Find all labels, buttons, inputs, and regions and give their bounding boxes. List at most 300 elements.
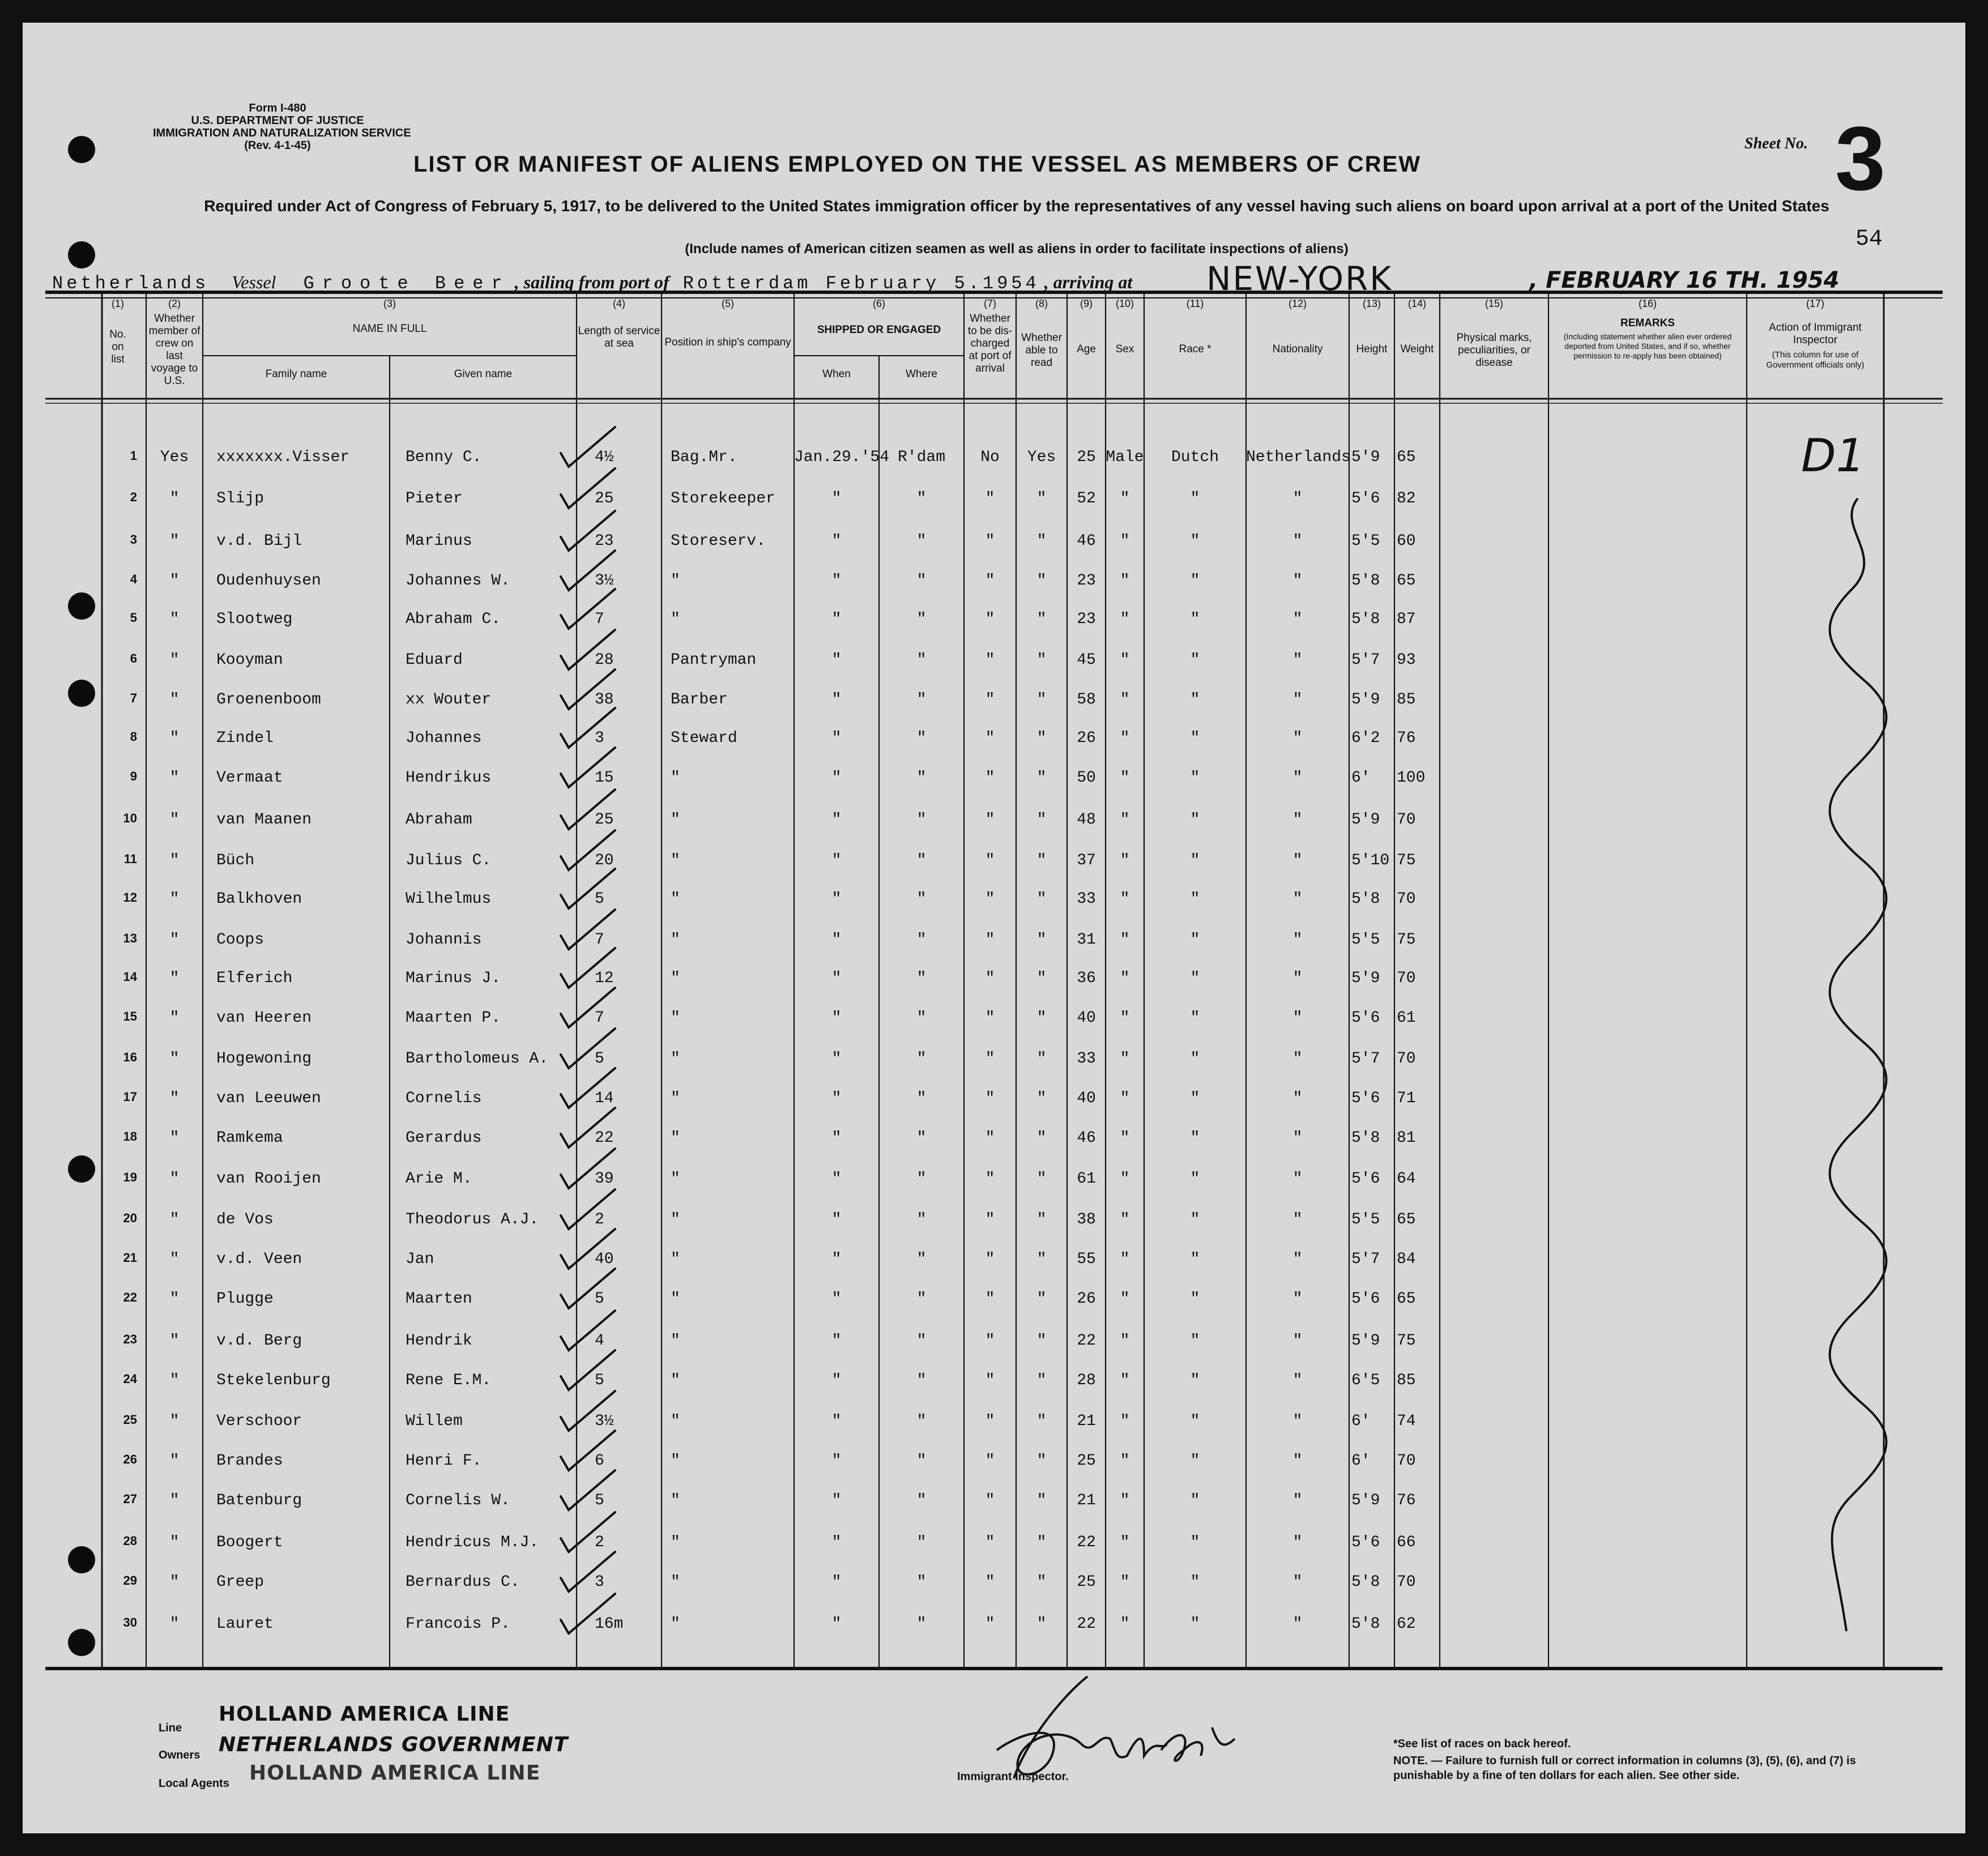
header-length-service: Length of service at sea bbox=[578, 325, 660, 349]
cell-when: " bbox=[831, 611, 842, 628]
cell-where: " bbox=[916, 1009, 927, 1027]
cell-discharged: No bbox=[980, 449, 1000, 466]
cell-length: 16m bbox=[595, 1615, 624, 1633]
cell-nationality: " bbox=[1292, 1050, 1303, 1068]
cell-no: 13 bbox=[123, 931, 137, 945]
cell-nationality: " bbox=[1292, 970, 1303, 987]
cell-position: " bbox=[671, 1170, 680, 1188]
cell-given: Jan bbox=[406, 1251, 434, 1268]
cell-given: Hendrik bbox=[406, 1332, 472, 1350]
cell-nationality: " bbox=[1292, 611, 1303, 628]
cell-given: Hendrikus bbox=[406, 769, 492, 787]
cell-where: " bbox=[916, 1615, 927, 1633]
cell-read: " bbox=[1036, 1332, 1047, 1350]
cell-when: " bbox=[831, 572, 842, 590]
colnum-5: (5) bbox=[722, 298, 734, 309]
cell-weight: 81 bbox=[1397, 1129, 1416, 1147]
cell-race: " bbox=[1190, 931, 1200, 949]
cell-sex: " bbox=[1120, 1050, 1130, 1068]
cell-length: 7 bbox=[595, 1009, 604, 1027]
cell-height: 5'8 bbox=[1351, 1615, 1380, 1633]
cell-given: Abraham bbox=[406, 811, 472, 829]
cell-where: " bbox=[916, 651, 927, 669]
cell-family: Verschoor bbox=[216, 1413, 302, 1430]
cell-length: 38 bbox=[595, 691, 614, 709]
cell-member: " bbox=[169, 1573, 180, 1591]
cell-no: 7 bbox=[130, 691, 137, 705]
cell-family: Kooyman bbox=[216, 651, 283, 669]
cell-where: " bbox=[916, 1332, 927, 1350]
cell-length: 20 bbox=[595, 852, 614, 869]
cell-member: " bbox=[169, 1372, 180, 1389]
cell-nationality: " bbox=[1292, 811, 1303, 829]
cell-family: van Maanen bbox=[216, 811, 312, 829]
cell-no: 11 bbox=[123, 852, 137, 866]
cell-no: 26 bbox=[123, 1452, 137, 1466]
cell-weight: 75 bbox=[1397, 852, 1416, 869]
cell-given: Marinus J. bbox=[406, 970, 501, 987]
cell-discharged: " bbox=[985, 970, 995, 987]
header-weight: Weight bbox=[1400, 343, 1434, 355]
cell-given: Hendricus M.J. bbox=[406, 1534, 539, 1551]
cell-height: 5'5 bbox=[1351, 1211, 1380, 1228]
cell-weight: 82 bbox=[1397, 490, 1416, 507]
cell-given: Cornelis bbox=[406, 1090, 482, 1107]
cell-when: " bbox=[831, 1009, 842, 1027]
cell-given: Rene E.M. bbox=[406, 1372, 492, 1389]
cell-length: 5 bbox=[595, 1372, 604, 1389]
cell-member: " bbox=[169, 1413, 180, 1430]
cell-family: v.d. Veen bbox=[216, 1251, 302, 1268]
cell-height: 5'7 bbox=[1351, 1251, 1380, 1268]
cell-given: Johannes bbox=[406, 729, 482, 747]
cell-member: " bbox=[169, 1090, 180, 1107]
cell-when: " bbox=[831, 1534, 842, 1551]
cell-read: " bbox=[1036, 1534, 1047, 1551]
colnum-10: (10) bbox=[1115, 298, 1134, 309]
cell-age: 40 bbox=[1077, 1090, 1096, 1107]
cell-where: " bbox=[916, 1452, 927, 1470]
cell-where: " bbox=[916, 890, 927, 908]
cell-member: " bbox=[169, 1170, 180, 1188]
header-position: Position in ship's company bbox=[664, 336, 791, 348]
cell-race: Dutch bbox=[1171, 449, 1219, 466]
cell-discharged: " bbox=[985, 490, 995, 507]
cell-position: Storeserv. bbox=[671, 532, 766, 550]
cell-where: " bbox=[916, 1050, 927, 1068]
cell-given: Johannis bbox=[406, 931, 482, 949]
cell-race: " bbox=[1190, 1129, 1200, 1147]
cell-read: " bbox=[1036, 1290, 1047, 1308]
inspector-wavy-line bbox=[1801, 476, 1914, 1654]
cell-discharged: " bbox=[985, 1372, 995, 1389]
cell-weight: 65 bbox=[1397, 1290, 1416, 1308]
cell-sex: " bbox=[1120, 651, 1130, 669]
cell-age: 33 bbox=[1077, 890, 1096, 908]
cell-member: " bbox=[169, 1332, 180, 1350]
colnum-9: (9) bbox=[1080, 298, 1093, 309]
cell-race: " bbox=[1190, 1413, 1200, 1430]
cell-nationality: " bbox=[1292, 651, 1303, 669]
cell-position: " bbox=[671, 1372, 680, 1389]
cell-race: " bbox=[1190, 1452, 1200, 1470]
cell-length: 4 bbox=[595, 1332, 604, 1350]
colnum-2: (2) bbox=[168, 298, 181, 309]
header-action-sub: (This column for use of Government officials only) bbox=[1766, 350, 1865, 370]
cell-read: " bbox=[1036, 1090, 1047, 1107]
cell-given: Arie M. bbox=[406, 1170, 472, 1188]
cell-discharged: " bbox=[985, 769, 995, 787]
cell-family: Slootweg bbox=[216, 611, 293, 628]
cell-when: " bbox=[831, 691, 842, 709]
cell-no: 27 bbox=[123, 1492, 137, 1506]
cell-length: 2 bbox=[595, 1534, 604, 1551]
cell-sex: " bbox=[1120, 769, 1130, 787]
cell-member: " bbox=[169, 1129, 180, 1147]
cell-position: " bbox=[671, 611, 680, 628]
cell-nationality: " bbox=[1292, 1452, 1303, 1470]
races-note: *See list of races on back hereof. bbox=[1393, 1738, 1571, 1750]
cell-discharged: " bbox=[985, 691, 995, 709]
manifest-sheet bbox=[23, 23, 1965, 1833]
cell-nationality: " bbox=[1292, 1372, 1303, 1389]
cell-read: " bbox=[1036, 811, 1047, 829]
cell-age: 22 bbox=[1077, 1615, 1096, 1633]
cell-position: " bbox=[671, 1452, 680, 1470]
header-discharged: Whether to be dis-charged at port of arrival bbox=[967, 313, 1013, 374]
cell-height: 5'9 bbox=[1351, 811, 1380, 829]
cell-weight: 65 bbox=[1397, 1211, 1416, 1228]
cell-nationality: " bbox=[1292, 691, 1303, 709]
cell-weight: 74 bbox=[1397, 1413, 1416, 1430]
owners-value: NETHERLANDS GOVERNMENT bbox=[219, 1733, 569, 1756]
cell-discharged: " bbox=[985, 1129, 995, 1147]
cell-length: 28 bbox=[595, 651, 614, 669]
form-dept: U.S. DEPARTMENT OF JUSTICE bbox=[191, 114, 364, 127]
cell-nationality: Netherlands bbox=[1246, 449, 1351, 466]
cell-nationality: " bbox=[1292, 852, 1303, 869]
cell-member: " bbox=[169, 1452, 180, 1470]
include-note: (Include names of American citizen seamen as well as aliens in order to facilitate inspections of aliens) bbox=[685, 241, 1349, 257]
line-label: Line bbox=[159, 1722, 182, 1734]
cell-race: " bbox=[1190, 1251, 1200, 1268]
cell-age: 28 bbox=[1077, 1372, 1096, 1389]
cell-race: " bbox=[1190, 852, 1200, 869]
cell-discharged: " bbox=[985, 1452, 995, 1470]
cell-member: " bbox=[169, 611, 180, 628]
owners-label: Owners bbox=[159, 1749, 200, 1761]
cell-nationality: " bbox=[1292, 1129, 1303, 1147]
cell-height: 5'9 bbox=[1351, 449, 1380, 466]
cell-no: 15 bbox=[123, 1009, 137, 1023]
cell-race: " bbox=[1190, 651, 1200, 669]
cell-position: Steward bbox=[671, 729, 737, 747]
cell-family: v.d. Berg bbox=[216, 1332, 302, 1350]
cell-height: 6' bbox=[1351, 1452, 1371, 1470]
cell-sex: " bbox=[1120, 1009, 1130, 1027]
cell-given: Maarten bbox=[406, 1290, 472, 1308]
cell-where: " bbox=[916, 1090, 927, 1107]
cell-read: " bbox=[1036, 1211, 1047, 1228]
cell-sex: " bbox=[1120, 691, 1130, 709]
cell-sex: " bbox=[1120, 1615, 1130, 1633]
cell-height: 5'7 bbox=[1351, 1050, 1380, 1068]
cell-when: " bbox=[831, 890, 842, 908]
cell-nationality: " bbox=[1292, 1251, 1303, 1268]
cell-age: 48 bbox=[1077, 811, 1096, 829]
cell-where: R'dam bbox=[897, 449, 945, 466]
cell-sex: " bbox=[1120, 729, 1130, 747]
cell-no: 9 bbox=[130, 769, 137, 783]
cell-read: " bbox=[1036, 1372, 1047, 1389]
cell-where: " bbox=[916, 691, 927, 709]
colnum-8: (8) bbox=[1035, 298, 1048, 309]
cell-position: " bbox=[671, 811, 680, 829]
cell-no: 30 bbox=[123, 1615, 137, 1629]
cell-where: " bbox=[916, 1534, 927, 1551]
cell-discharged: " bbox=[985, 852, 995, 869]
cell-member: " bbox=[169, 931, 180, 949]
cell-when: " bbox=[831, 1170, 842, 1188]
cell-member: " bbox=[169, 1050, 180, 1068]
header-when: When bbox=[822, 368, 851, 380]
cell-family: Slijp bbox=[216, 490, 265, 507]
sailing-port: Rotterdam February 5.1954 bbox=[682, 273, 1040, 294]
arrival-port: NEW-YORK bbox=[1206, 259, 1393, 298]
sheet-number: 3 bbox=[1835, 108, 1885, 209]
cell-height: 5'6 bbox=[1351, 1009, 1380, 1027]
cell-where: " bbox=[916, 1251, 927, 1268]
cell-no: 4 bbox=[130, 572, 137, 586]
header-name-in-full: NAME IN FULL bbox=[352, 323, 427, 335]
cell-discharged: " bbox=[985, 1492, 995, 1509]
cell-position: " bbox=[671, 1009, 680, 1027]
cell-when: " bbox=[831, 1492, 842, 1509]
cell-age: 23 bbox=[1077, 572, 1096, 590]
cell-height: 5'9 bbox=[1351, 1492, 1380, 1509]
page-title: LIST OR MANIFEST OF ALIENS EMPLOYED ON THE VESSEL AS MEMBERS OF CREW bbox=[413, 152, 1422, 177]
cell-nationality: " bbox=[1292, 931, 1303, 949]
cell-nationality: " bbox=[1292, 890, 1303, 908]
cell-given: Willem bbox=[406, 1413, 463, 1430]
cell-weight: 60 bbox=[1397, 532, 1416, 550]
cell-nationality: " bbox=[1292, 1573, 1303, 1591]
cell-length: 3 bbox=[595, 729, 604, 747]
cell-when: " bbox=[831, 1090, 842, 1107]
cell-sex: " bbox=[1120, 1573, 1130, 1591]
cell-race: " bbox=[1190, 1332, 1200, 1350]
cell-age: 31 bbox=[1077, 931, 1096, 949]
cell-read: " bbox=[1036, 1129, 1047, 1147]
cell-nationality: " bbox=[1292, 1332, 1303, 1350]
cell-given: Benny C. bbox=[406, 449, 482, 466]
cell-where: " bbox=[916, 1170, 927, 1188]
cell-weight: 70 bbox=[1397, 1452, 1416, 1470]
cell-given: Johannes W. bbox=[406, 572, 510, 590]
cell-sex: " bbox=[1120, 572, 1130, 590]
sailing-label: , sailing from port of bbox=[514, 272, 669, 292]
vessel-label: Vessel bbox=[232, 272, 276, 292]
cell-read: " bbox=[1036, 890, 1047, 908]
cell-nationality: " bbox=[1292, 1211, 1303, 1228]
cell-no: 1 bbox=[130, 449, 137, 463]
cell-no: 3 bbox=[130, 532, 137, 547]
cell-read: " bbox=[1036, 532, 1047, 550]
form-rev: (Rev. 4-1-45) bbox=[244, 139, 311, 152]
agents-label: Local Agents bbox=[159, 1777, 229, 1790]
cell-read: " bbox=[1036, 651, 1047, 669]
cell-family: Groenenboom bbox=[216, 691, 321, 709]
cell-weight: 65 bbox=[1397, 449, 1416, 466]
header-height: Height bbox=[1356, 343, 1388, 355]
cell-discharged: " bbox=[985, 729, 995, 747]
cell-length: 39 bbox=[595, 1170, 614, 1188]
cell-sex: " bbox=[1120, 890, 1130, 908]
cell-when: " bbox=[831, 651, 842, 669]
cell-family: Boogert bbox=[216, 1534, 283, 1551]
cell-length: 25 bbox=[595, 490, 614, 507]
cell-height: 5'9 bbox=[1351, 1332, 1380, 1350]
cell-family: v.d. Bijl bbox=[216, 532, 302, 550]
cell-height: 5'10 bbox=[1351, 852, 1390, 869]
cell-family: Hogewoning bbox=[216, 1050, 312, 1068]
cell-discharged: " bbox=[985, 890, 995, 908]
cell-given: Theodorus A.J. bbox=[406, 1211, 539, 1228]
cell-position: " bbox=[671, 1129, 680, 1147]
cell-weight: 75 bbox=[1397, 1332, 1416, 1350]
cell-length: 4½ bbox=[595, 449, 614, 466]
colnum-4: (4) bbox=[613, 298, 625, 309]
cell-read: " bbox=[1036, 1452, 1047, 1470]
cell-nationality: " bbox=[1292, 490, 1303, 507]
cell-given: Abraham C. bbox=[406, 611, 501, 628]
cell-length: 3½ bbox=[595, 1413, 614, 1430]
line-value: HOLLAND AMERICA LINE bbox=[219, 1703, 510, 1726]
cell-age: 25 bbox=[1077, 1573, 1096, 1591]
cell-member: Yes bbox=[160, 449, 189, 466]
cell-discharged: " bbox=[985, 811, 995, 829]
cell-height: 5'5 bbox=[1351, 532, 1380, 550]
cell-given: Wilhelmus bbox=[406, 890, 492, 908]
cell-age: 21 bbox=[1077, 1413, 1096, 1430]
cell-weight: 70 bbox=[1397, 890, 1416, 908]
colnum-16: (16) bbox=[1638, 298, 1657, 309]
cell-height: 5'6 bbox=[1351, 1090, 1380, 1107]
cell-member: " bbox=[169, 691, 180, 709]
cell-no: 2 bbox=[130, 490, 137, 504]
cell-given: Cornelis W. bbox=[406, 1492, 510, 1509]
cell-member: " bbox=[169, 1492, 180, 1509]
cell-family: Büch bbox=[216, 852, 255, 869]
cell-read: " bbox=[1036, 729, 1047, 747]
cell-race: " bbox=[1190, 691, 1200, 709]
cell-discharged: " bbox=[985, 931, 995, 949]
cell-race: " bbox=[1190, 572, 1200, 590]
header-no-on-list: No. on list bbox=[109, 328, 126, 365]
cell-length: 25 bbox=[595, 811, 614, 829]
cell-length: 5 bbox=[595, 890, 604, 908]
cell-no: 17 bbox=[123, 1090, 137, 1104]
cell-member: " bbox=[169, 490, 180, 507]
cell-where: " bbox=[916, 1413, 927, 1430]
cell-weight: 76 bbox=[1397, 729, 1416, 747]
cell-when: " bbox=[831, 769, 842, 787]
cell-discharged: " bbox=[985, 572, 995, 590]
cell-read: " bbox=[1036, 769, 1047, 787]
cell-position: " bbox=[671, 970, 680, 987]
cell-age: 22 bbox=[1077, 1534, 1096, 1551]
cell-when: " bbox=[831, 1573, 842, 1591]
cell-given: Gerardus bbox=[406, 1129, 482, 1147]
cell-family: Elferich bbox=[216, 970, 293, 987]
cell-no: 23 bbox=[123, 1332, 137, 1346]
colnum-17: (17) bbox=[1806, 298, 1824, 309]
cell-member: " bbox=[169, 532, 180, 550]
cell-position: " bbox=[671, 572, 680, 590]
cell-length: 14 bbox=[595, 1090, 614, 1107]
cell-nationality: " bbox=[1292, 1534, 1303, 1551]
cell-position: " bbox=[671, 931, 680, 949]
cell-read: Yes bbox=[1027, 449, 1056, 466]
cell-height: 5'6 bbox=[1351, 1290, 1380, 1308]
cell-height: 5'9 bbox=[1351, 970, 1380, 987]
cell-age: 52 bbox=[1077, 490, 1096, 507]
cell-weight: 85 bbox=[1397, 1372, 1416, 1389]
cell-sex: " bbox=[1120, 970, 1130, 987]
cell-where: " bbox=[916, 1573, 927, 1591]
cell-race: " bbox=[1190, 729, 1200, 747]
cell-family: xxxxxxx.Visser bbox=[216, 449, 350, 466]
cell-no: 10 bbox=[123, 811, 137, 825]
cell-race: " bbox=[1190, 811, 1200, 829]
colnum-13: (13) bbox=[1362, 298, 1381, 309]
header-able-read: Whether able to read bbox=[1021, 332, 1062, 369]
cell-no: 20 bbox=[123, 1211, 137, 1225]
cell-race: " bbox=[1190, 1090, 1200, 1107]
cell-sex: Male bbox=[1106, 449, 1144, 466]
cell-length: 5 bbox=[595, 1050, 604, 1068]
cell-weight: 62 bbox=[1397, 1615, 1416, 1633]
header-remarks: REMARKS bbox=[1620, 317, 1675, 329]
cell-when: " bbox=[831, 1211, 842, 1228]
cell-read: " bbox=[1036, 931, 1047, 949]
cell-nationality: " bbox=[1292, 1413, 1303, 1430]
cell-given: xx Wouter bbox=[406, 691, 492, 709]
form-service: IMMIGRATION AND NATURALIZATION SERVICE bbox=[153, 127, 411, 139]
cell-member: " bbox=[169, 1290, 180, 1308]
cell-race: " bbox=[1190, 532, 1200, 550]
cell-when: " bbox=[831, 1413, 842, 1430]
cell-member: " bbox=[169, 1211, 180, 1228]
cell-race: " bbox=[1190, 1372, 1200, 1389]
cell-where: " bbox=[916, 811, 927, 829]
cell-read: " bbox=[1036, 852, 1047, 869]
cell-height: 5'8 bbox=[1351, 1573, 1380, 1591]
cell-given: Bernardus C. bbox=[406, 1573, 520, 1591]
cell-discharged: " bbox=[985, 1090, 995, 1107]
cell-read: " bbox=[1036, 1170, 1047, 1188]
cell-age: 21 bbox=[1077, 1492, 1096, 1509]
cell-read: " bbox=[1036, 611, 1047, 628]
cell-family: Oudenhuysen bbox=[216, 572, 321, 590]
cell-family: Batenburg bbox=[216, 1492, 302, 1509]
cell-where: " bbox=[916, 572, 927, 590]
colnum-7: (7) bbox=[984, 298, 996, 309]
cell-no: 18 bbox=[123, 1129, 137, 1144]
colnum-15: (15) bbox=[1484, 298, 1503, 309]
cell-when: " bbox=[831, 1290, 842, 1308]
cell-family: Ramkema bbox=[216, 1129, 283, 1147]
